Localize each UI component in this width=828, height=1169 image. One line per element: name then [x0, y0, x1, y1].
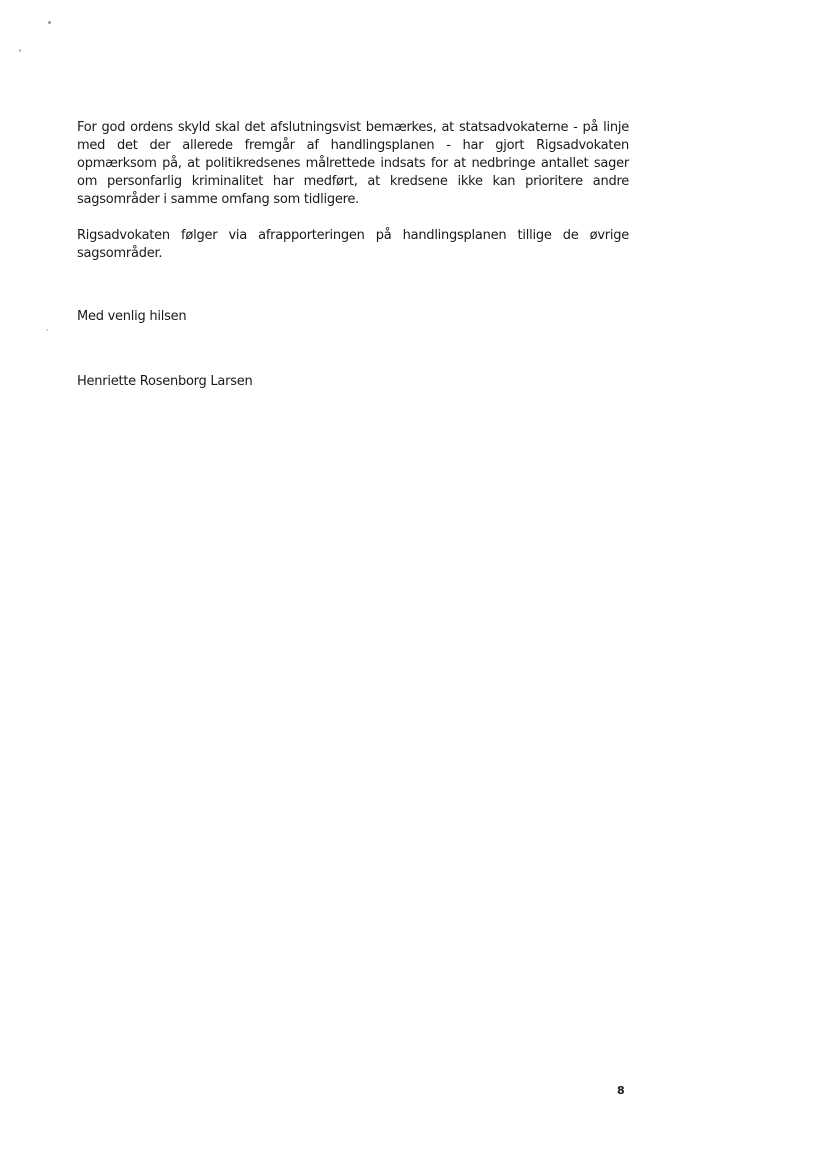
page-number: 8 — [617, 1084, 625, 1097]
body-paragraph-closing-remark: For god ordens skyld skal det afslutningsvist bemærkes, at statsadvokaterne - på linje med det der allerede fremgår af handlingsplanen - har gjort Rigsadvokaten opmærksom på, at politikredsenes målrettede indsats for at nedbringe antallet sager om personfarlig kriminalitet har medført, at kredsene ikke kan prioritere andre sagsområder i samme omfang som tidligere. — [77, 120, 629, 207]
scan-speck — [48, 21, 51, 24]
body-paragraph-follow-up: Rigsadvokaten følger via afrapporteringen på handlingsplanen tillige de øvrige sagsområder. — [77, 228, 629, 261]
scan-speck — [46, 329, 48, 331]
closing-salutation: Med venlig hilsen — [77, 309, 187, 324]
signature-name: Henriette Rosenborg Larsen — [77, 374, 253, 389]
scan-speck — [19, 49, 21, 52]
